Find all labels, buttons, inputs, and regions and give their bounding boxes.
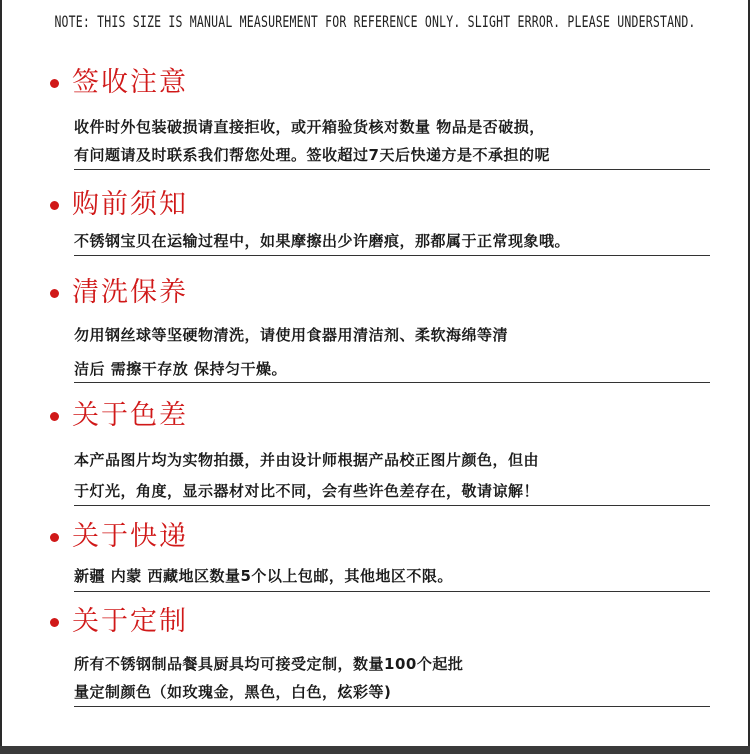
- size-note: NOTE: THIS SIZE IS MANUAL MEASUREMENT FOR REFERENCE ONLY. SLIGHT ERROR. PLEASE UNDERSTAND.: [54, 12, 696, 31]
- section-text-line: 新疆 内蒙 西藏地区数量5个以上包邮，其他地区不限。: [74, 567, 453, 585]
- bullet-icon: [50, 618, 59, 627]
- section-text-line: 量定制颜色（如玫瑰金，黑色，白色，炫彩等): [74, 683, 392, 701]
- section-divider: [74, 169, 710, 170]
- section-text-line: 有问题请及时联系我们帮您处理。签收超过7天后快递方是不承担的呢: [74, 146, 550, 164]
- section-title: 关于定制: [72, 606, 188, 637]
- section-header: [44, 605, 188, 639]
- section-text-line: 所有不锈钢制品餐具厨具均可接受定制，数量100个起批: [74, 655, 464, 673]
- section-text-line: 收件时外包装破损请直接拒收，或开箱验货核对数量 物品是否破损，: [74, 118, 545, 136]
- section-text-line: 不锈钢宝贝在运输过程中，如果摩擦出少许磨痕，那都属于正常现象哦。: [74, 232, 571, 250]
- section-text-line: 洁后 需擦干存放 保持匀干燥。: [74, 360, 287, 378]
- section-header: [44, 66, 188, 100]
- section-divider: [74, 505, 710, 506]
- frame-bottom-border: [0, 746, 750, 754]
- bullet-icon: [50, 289, 59, 298]
- section-title: 清洗保养: [72, 277, 188, 308]
- section-divider: [74, 255, 710, 256]
- section-header: [44, 399, 188, 433]
- section-text-line: 本产品图片均为实物拍摄，并由设计师根据产品校正图片颜色，但由: [74, 451, 540, 469]
- section-header: [44, 188, 188, 222]
- section-header: [44, 276, 188, 310]
- bullet-icon: [50, 201, 59, 210]
- section-title: 关于快递: [72, 521, 188, 552]
- bullet-icon: [50, 79, 59, 88]
- section-divider: [74, 591, 710, 592]
- section-text-line: 勿用钢丝球等坚硬物清洗，请使用食器用清洁剂、柔软海绵等清: [74, 326, 509, 344]
- bullet-icon: [50, 412, 59, 421]
- section-text-line: 于灯光，角度，显示器材对比不同，会有些许色差存在，敬请谅解！: [74, 482, 540, 500]
- section-title: 购前须知: [72, 189, 188, 220]
- section-divider: [74, 382, 710, 383]
- section-title: 关于色差: [72, 400, 188, 431]
- section-divider: [74, 706, 710, 707]
- bullet-icon: [50, 533, 59, 542]
- section-header: [44, 520, 188, 554]
- frame-left-border: [0, 0, 2, 754]
- section-title: 签收注意: [72, 67, 188, 98]
